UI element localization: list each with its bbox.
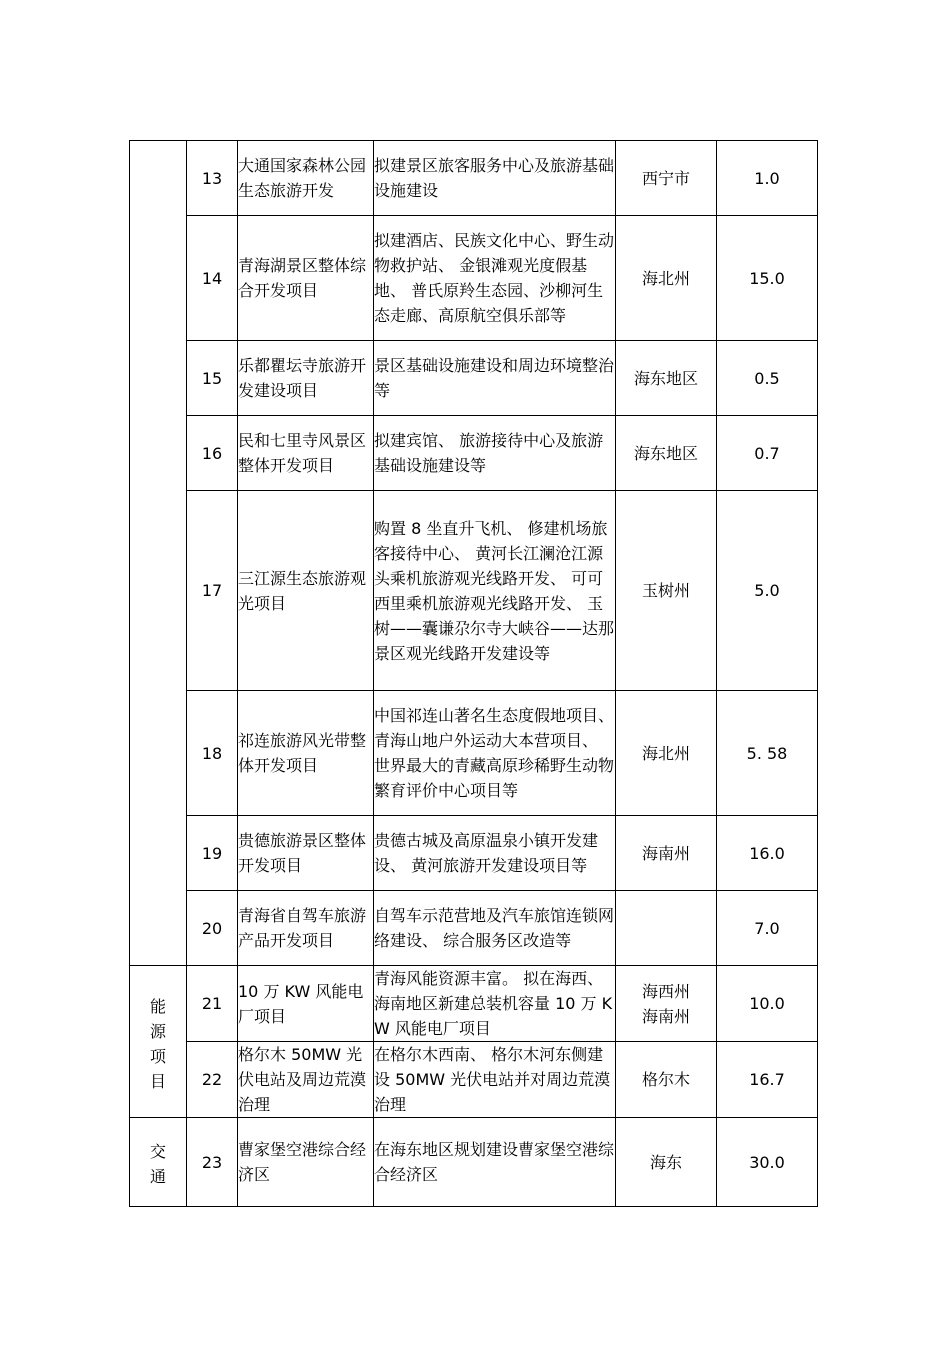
row-number: 13 [187, 141, 238, 216]
project-investment: 16.0 [717, 816, 818, 891]
project-investment: 5.0 [717, 491, 818, 691]
project-name: 青海湖景区整体综合开发项目 [238, 216, 374, 341]
project-description: 自驾车示范营地及汽车旅馆连锁网络建设、 综合服务区改造等 [374, 891, 616, 966]
project-region: 海北州 [616, 216, 717, 341]
category-cell [130, 141, 187, 966]
row-number: 19 [187, 816, 238, 891]
project-investment: 7.0 [717, 891, 818, 966]
project-description: 在格尔木西南、 格尔木河东侧建设 50MW 光伏电站并对周边荒漠治理 [374, 1042, 616, 1118]
row-number: 15 [187, 341, 238, 416]
project-investment: 10.0 [717, 966, 818, 1042]
row-number: 16 [187, 416, 238, 491]
project-region: 西宁市 [616, 141, 717, 216]
project-name: 三江源生态旅游观光项目 [238, 491, 374, 691]
table-row [130, 1118, 818, 1207]
project-region: 海西州 海南州 [616, 966, 717, 1042]
project-investment: 0.7 [717, 416, 818, 491]
project-name: 贵德旅游景区整体开发项目 [238, 816, 374, 891]
table-row [130, 341, 818, 416]
table-row [130, 141, 818, 216]
project-region: 海东地区 [616, 341, 717, 416]
table-row [130, 1042, 818, 1118]
project-description: 景区基础设施建设和周边环境整治等 [374, 341, 616, 416]
project-region: 格尔木 [616, 1042, 717, 1118]
table-row [130, 891, 818, 966]
row-number: 20 [187, 891, 238, 966]
project-investment: 16.7 [717, 1042, 818, 1118]
project-name: 格尔木 50MW 光伏电站及周边荒漠治理 [238, 1042, 374, 1118]
row-number: 23 [187, 1118, 238, 1207]
category-cell: 交通 [130, 1118, 187, 1207]
project-description: 拟建景区旅客服务中心及旅游基础设施建设 [374, 141, 616, 216]
table-row [130, 491, 818, 691]
project-investment: 1.0 [717, 141, 818, 216]
project-name: 青海省自驾车旅游产品开发项目 [238, 891, 374, 966]
table-row [130, 691, 818, 816]
project-name: 乐都瞿坛寺旅游开发建设项目 [238, 341, 374, 416]
project-description: 拟建酒店、民族文化中心、野生动物救护站、 金银滩观光度假基地、 普氏原羚生态园、沙柳河生态走廊、高原航空俱乐部等 [374, 216, 616, 341]
row-number: 22 [187, 1042, 238, 1118]
project-investment: 5. 58 [717, 691, 818, 816]
project-investment: 15.0 [717, 216, 818, 341]
project-region: 海北州 [616, 691, 717, 816]
project-description: 青海风能资源丰富。 拟在海西、海南地区新建总装机容量 10 万 KW 风能电厂项目 [374, 966, 616, 1042]
row-number: 18 [187, 691, 238, 816]
project-region: 玉树州 [616, 491, 717, 691]
table-row [130, 216, 818, 341]
project-name: 曹家堡空港综合经济区 [238, 1118, 374, 1207]
project-name: 大通国家森林公园生态旅游开发 [238, 141, 374, 216]
project-name: 祁连旅游风光带整体开发项目 [238, 691, 374, 816]
project-description: 在海东地区规划建设曹家堡空港综合经济区 [374, 1118, 616, 1207]
category-cell: 能源项目 [130, 966, 187, 1118]
project-table [129, 140, 818, 1207]
project-investment: 0.5 [717, 341, 818, 416]
project-region: 海东 [616, 1118, 717, 1207]
row-number: 17 [187, 491, 238, 691]
project-description: 中国祁连山著名生态度假地项目、 青海山地户外运动大本营项目、 世界最大的青藏高原珍稀野生动物繁育评价中心项目等 [374, 691, 616, 816]
table-row [130, 416, 818, 491]
project-name: 民和七里寺风景区整体开发项目 [238, 416, 374, 491]
row-number: 21 [187, 966, 238, 1042]
project-description: 贵德古城及高原温泉小镇开发建设、 黄河旅游开发建设项目等 [374, 816, 616, 891]
project-region [616, 891, 717, 966]
project-name: 10 万 KW 风能电厂项目 [238, 966, 374, 1042]
table-row [130, 966, 818, 1042]
project-description: 购置 8 坐直升飞机、 修建机场旅客接待中心、 黄河长江澜沧江源头乘机旅游观光线路开发、 可可西里乘机旅游观光线路开发、 玉树——囊谦尕尔寺大峡谷——达那景区观光线路开发建设等 [374, 491, 616, 691]
project-region: 海南州 [616, 816, 717, 891]
project-description: 拟建宾馆、 旅游接待中心及旅游基础设施建设等 [374, 416, 616, 491]
row-number: 14 [187, 216, 238, 341]
project-investment: 30.0 [717, 1118, 818, 1207]
project-region: 海东地区 [616, 416, 717, 491]
table-row [130, 816, 818, 891]
